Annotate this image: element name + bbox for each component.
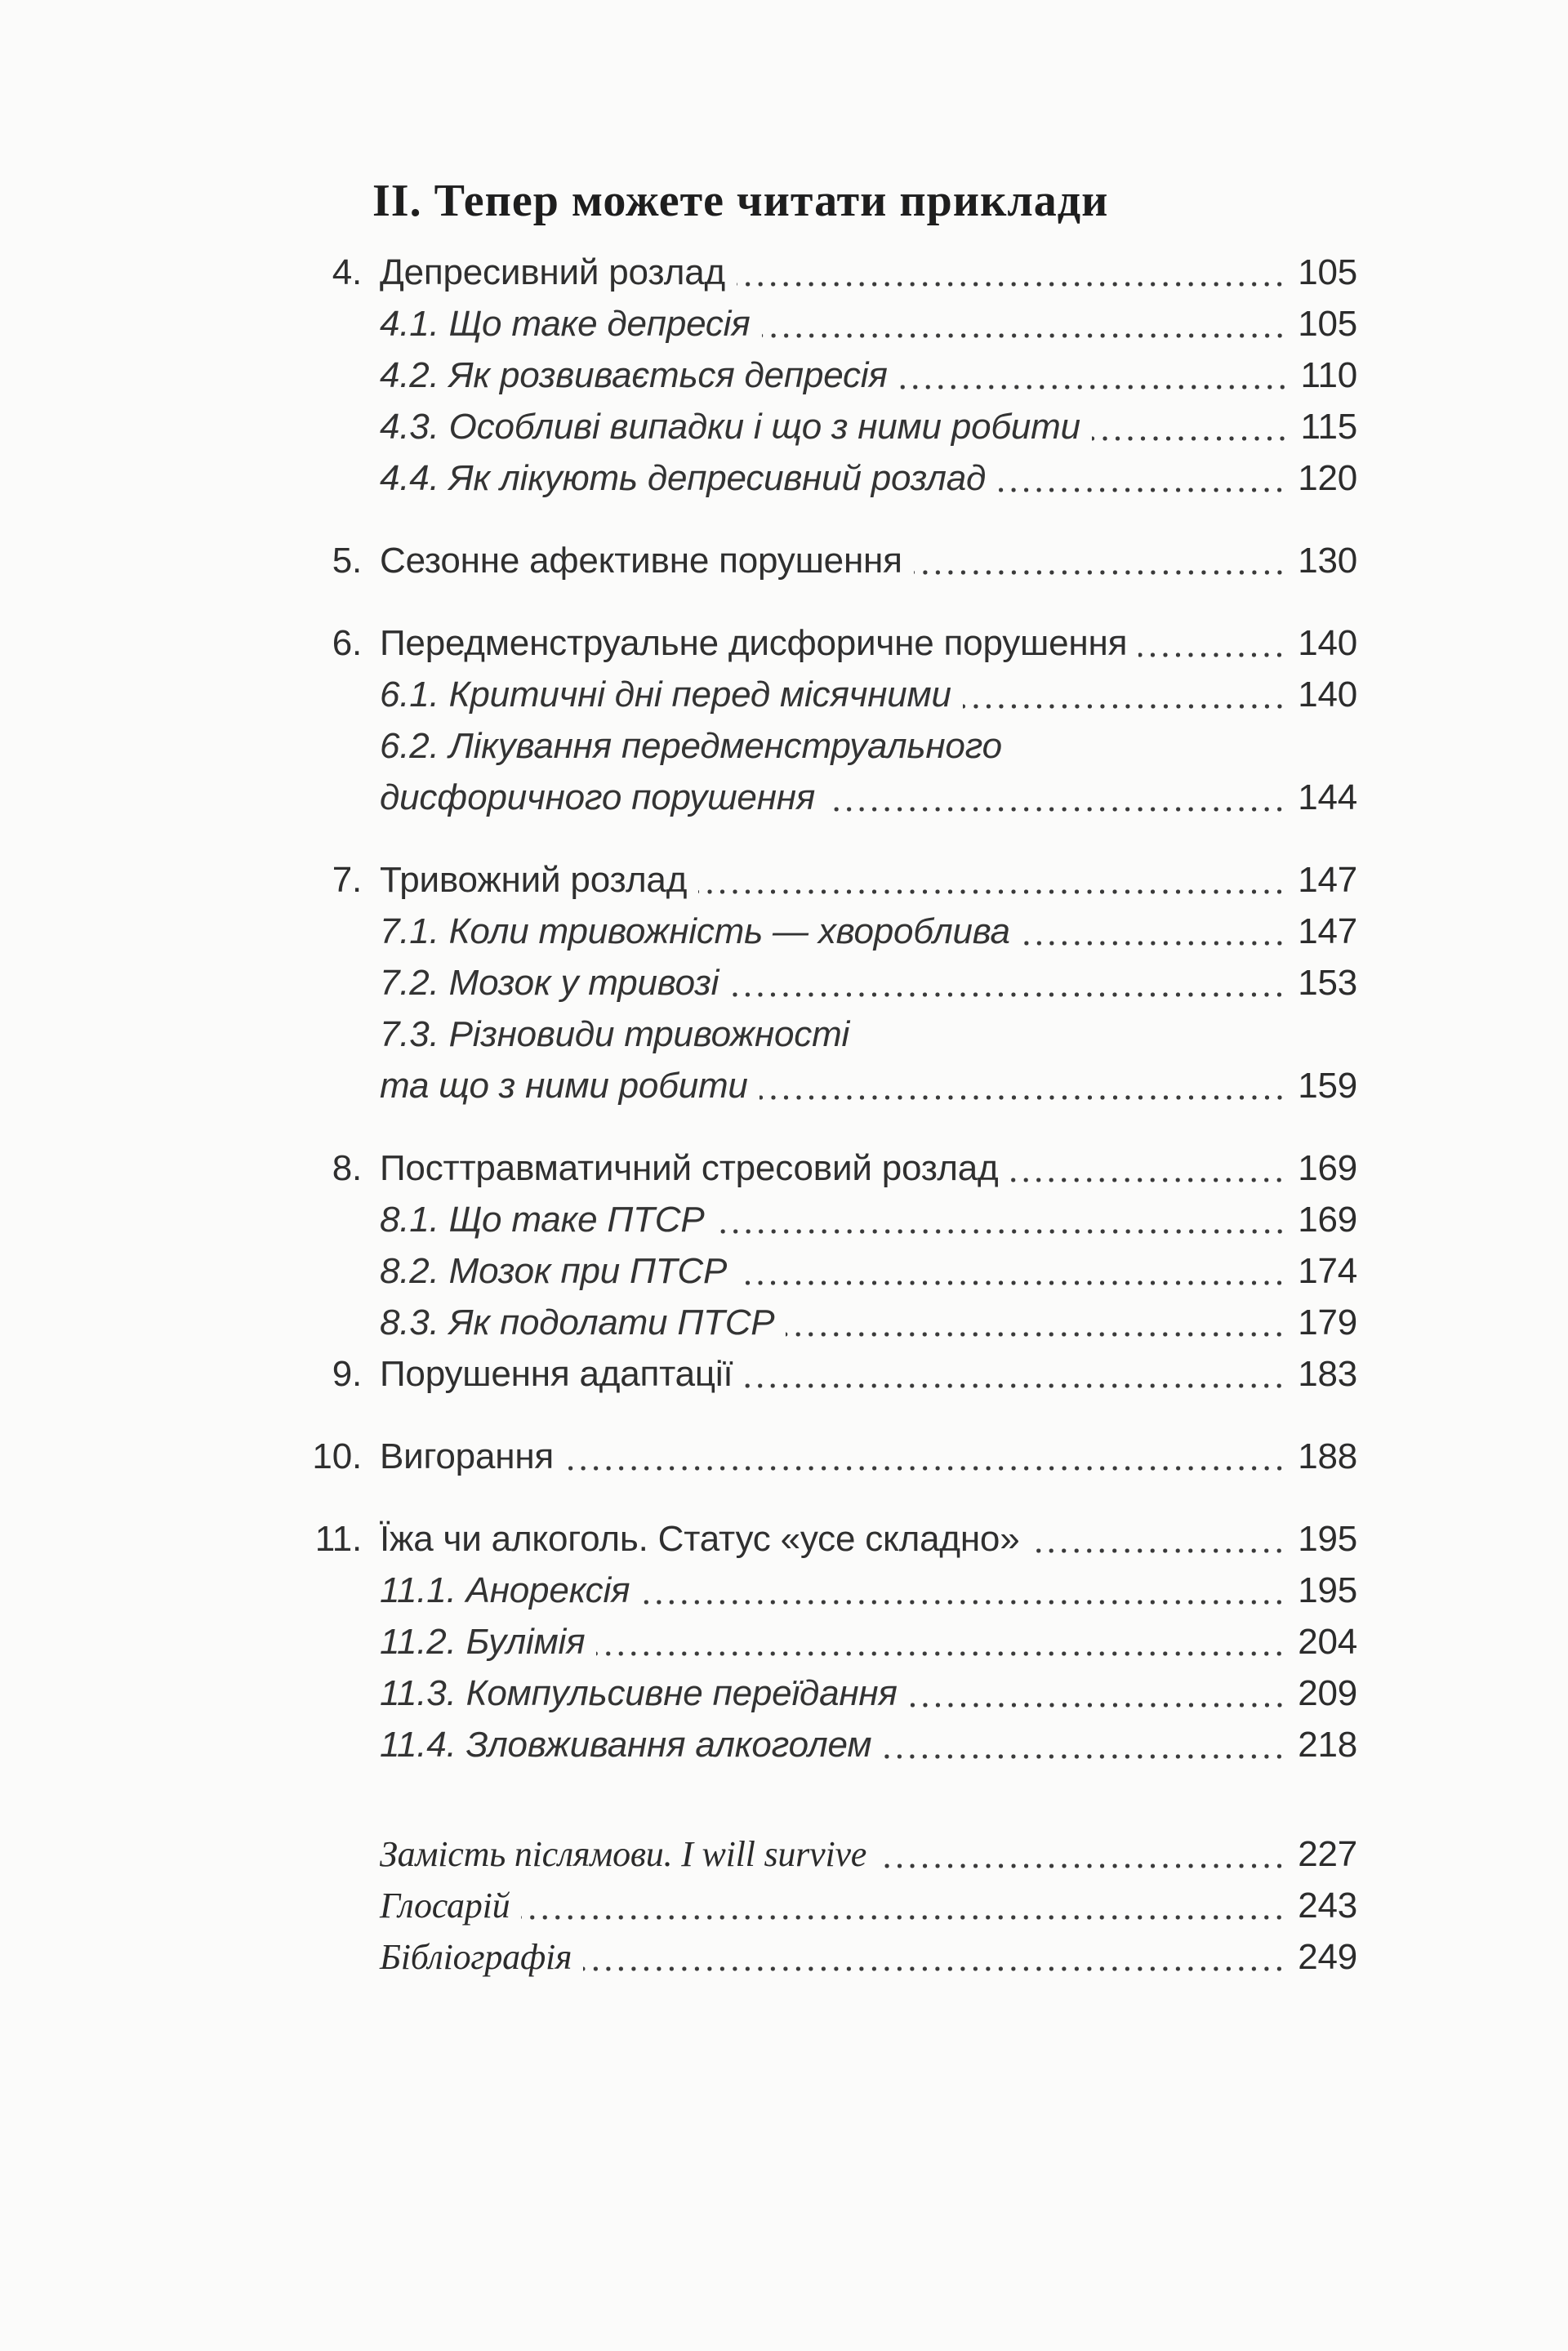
toc-entry-title: 7.1. Коли тривожність — хвороблива bbox=[380, 911, 1010, 951]
toc-page-number: 169 bbox=[1298, 1200, 1357, 1240]
toc-page-number: 218 bbox=[1298, 1725, 1357, 1765]
toc-entry-title: 4.2. Як розвивається депресія bbox=[380, 355, 888, 395]
dot-leader bbox=[1031, 1548, 1290, 1553]
dot-leader bbox=[716, 1229, 1290, 1234]
toc-page-number: 159 bbox=[1298, 1066, 1357, 1106]
toc-row bbox=[294, 1348, 1357, 1400]
toc-entry-title: Глосарій bbox=[380, 1886, 510, 1926]
dot-leader bbox=[737, 282, 1290, 287]
toc-entry-title: 7.2. Мозок у тривозі bbox=[380, 963, 719, 1003]
toc-page-number: 209 bbox=[1298, 1673, 1357, 1713]
toc-row bbox=[294, 1142, 1357, 1194]
table-of-contents bbox=[294, 247, 1357, 1983]
dot-leader bbox=[565, 1466, 1290, 1471]
toc-entry-title: дисфоричного порушення bbox=[380, 777, 816, 817]
toc-row bbox=[294, 298, 1357, 350]
toc-row bbox=[294, 720, 1357, 772]
toc-entry-title: 11.2. Булімія bbox=[380, 1622, 586, 1662]
toc-entry-title: 8.3. Як подолати ПТСР bbox=[380, 1302, 775, 1342]
toc-page-number: 110 bbox=[1300, 355, 1357, 395]
toc-entry-title: 11.1. Анорексія bbox=[380, 1570, 630, 1610]
dot-leader bbox=[762, 333, 1290, 338]
toc-row bbox=[294, 452, 1357, 504]
toc-entry-title: 11.4. Зловживання алкоголем bbox=[380, 1725, 872, 1765]
toc-entry-title: Тривожний розлад bbox=[380, 860, 688, 900]
toc-row bbox=[294, 1513, 1357, 1565]
toc-entry-number: 6. bbox=[332, 623, 362, 663]
toc-entry-title: та що з ними робити bbox=[380, 1066, 748, 1106]
toc-page-number: 105 bbox=[1298, 252, 1357, 292]
dot-leader bbox=[744, 1383, 1290, 1388]
toc-row bbox=[294, 772, 1357, 823]
dot-leader bbox=[596, 1651, 1290, 1656]
dot-leader bbox=[909, 1703, 1290, 1708]
dot-leader bbox=[899, 385, 1293, 390]
toc-entry-title: Порушення адаптації bbox=[380, 1354, 733, 1394]
toc-page-number: 183 bbox=[1298, 1354, 1357, 1394]
toc-page-number: 120 bbox=[1298, 458, 1357, 498]
toc-page-number: 147 bbox=[1298, 911, 1357, 951]
toc-row bbox=[294, 350, 1357, 401]
dot-leader bbox=[883, 1754, 1290, 1759]
toc-entry-number: 5. bbox=[332, 541, 362, 581]
toc-page-number: 195 bbox=[1298, 1519, 1357, 1559]
toc-entry-title: 7.3. Різновиди тривожності bbox=[380, 1014, 850, 1054]
toc-row bbox=[294, 401, 1357, 452]
toc-entry-title: Передменструальне дисфоричне порушення bbox=[380, 623, 1128, 663]
toc-page-number: 243 bbox=[1298, 1886, 1357, 1926]
toc-page-number: 204 bbox=[1298, 1622, 1357, 1662]
toc-entry-title: Їжа чи алкоголь. Статус «усе складно» bbox=[380, 1519, 1020, 1559]
toc-row bbox=[294, 1194, 1357, 1245]
toc-row bbox=[294, 906, 1357, 957]
toc-page-number: 147 bbox=[1298, 860, 1357, 900]
toc-entry-number: 4. bbox=[332, 252, 362, 292]
dot-leader bbox=[583, 1966, 1290, 1971]
toc-row bbox=[294, 617, 1357, 669]
toc-row bbox=[294, 247, 1357, 298]
toc-entry-number: 7. bbox=[332, 860, 362, 900]
toc-entry-title: Бібліографія bbox=[380, 1937, 572, 1977]
toc-row bbox=[294, 1828, 1357, 1880]
dot-leader bbox=[521, 1915, 1290, 1920]
toc-page-number: 195 bbox=[1298, 1570, 1357, 1610]
toc-entry-number: 8. bbox=[332, 1148, 362, 1188]
toc-row bbox=[294, 854, 1357, 906]
toc-page-number: 169 bbox=[1298, 1148, 1357, 1188]
dot-leader bbox=[641, 1600, 1290, 1605]
toc-row bbox=[294, 1297, 1357, 1348]
dot-leader bbox=[997, 488, 1290, 492]
toc-entry-title: 8.1. Що таке ПТСР bbox=[380, 1200, 705, 1240]
toc-page-number: 140 bbox=[1298, 675, 1357, 715]
dot-leader bbox=[738, 1280, 1290, 1285]
toc-row bbox=[294, 1668, 1357, 1719]
dot-leader bbox=[1009, 1178, 1290, 1182]
toc-entry-title: 11.3. Компульсивне переїдання bbox=[380, 1673, 898, 1713]
toc-section-title: II. Тепер можете читати приклади bbox=[372, 176, 1109, 226]
dot-leader bbox=[963, 704, 1290, 709]
toc-page-number: 115 bbox=[1300, 407, 1357, 447]
toc-entry-title: 6.1. Критичні дні перед місячними bbox=[380, 675, 951, 715]
toc-entry-title: Замість післямови. I will survive bbox=[380, 1834, 867, 1874]
toc-row bbox=[294, 1431, 1357, 1482]
dot-leader bbox=[914, 570, 1290, 575]
toc-row bbox=[294, 1565, 1357, 1616]
toc-entry-title: 4.1. Що таке депресія bbox=[380, 304, 751, 344]
toc-row bbox=[294, 535, 1357, 586]
toc-page-number: 174 bbox=[1298, 1251, 1357, 1291]
toc-page-number: 188 bbox=[1298, 1436, 1357, 1476]
toc-entry-title: Сезонне афективне порушення bbox=[380, 541, 902, 581]
toc-row bbox=[294, 1880, 1357, 1931]
dot-leader bbox=[698, 889, 1290, 894]
toc-entry-number: 11. bbox=[314, 1519, 362, 1559]
dot-leader bbox=[878, 1863, 1290, 1868]
toc-page-number: 249 bbox=[1298, 1937, 1357, 1977]
toc-row bbox=[294, 1245, 1357, 1297]
toc-entry-number: 10. bbox=[312, 1436, 362, 1476]
dot-leader bbox=[1138, 652, 1290, 657]
toc-page-number: 153 bbox=[1298, 963, 1357, 1003]
toc-entry-title: 8.2. Мозок при ПТСР bbox=[380, 1251, 728, 1291]
toc-row bbox=[294, 1616, 1357, 1668]
toc-row bbox=[294, 1060, 1357, 1111]
toc-row bbox=[294, 1719, 1357, 1770]
toc-entry-title: 6.2. Лікування передменструального bbox=[380, 726, 1002, 766]
toc-row bbox=[294, 1009, 1357, 1060]
dot-leader bbox=[1092, 436, 1293, 441]
toc-entry-title: Депресивний розлад bbox=[380, 252, 726, 292]
toc-page-number: 144 bbox=[1298, 777, 1357, 817]
toc-page-number: 179 bbox=[1298, 1302, 1357, 1342]
toc-entry-title: 4.3. Особливі випадки і що з ними робити bbox=[380, 407, 1080, 447]
toc-page-number: 227 bbox=[1298, 1834, 1357, 1874]
toc-entry-title: Посттравматичний стресовий розлад bbox=[380, 1148, 999, 1188]
dot-leader bbox=[786, 1332, 1290, 1337]
toc-entry-title: 4.4. Як лікують депресивний розлад bbox=[380, 458, 987, 498]
toc-entry-number: 9. bbox=[332, 1354, 362, 1394]
toc-page-number: 130 bbox=[1298, 541, 1357, 581]
dot-leader bbox=[730, 992, 1290, 997]
dot-leader bbox=[826, 807, 1290, 812]
toc-entry-title: Вигорання bbox=[380, 1436, 555, 1476]
toc-row bbox=[294, 1931, 1357, 1983]
toc-row bbox=[294, 669, 1357, 720]
dot-leader bbox=[1022, 941, 1290, 946]
toc-row bbox=[294, 957, 1357, 1009]
toc-page-number: 140 bbox=[1298, 623, 1357, 663]
dot-leader bbox=[760, 1095, 1290, 1100]
toc-page-number: 105 bbox=[1298, 304, 1357, 344]
